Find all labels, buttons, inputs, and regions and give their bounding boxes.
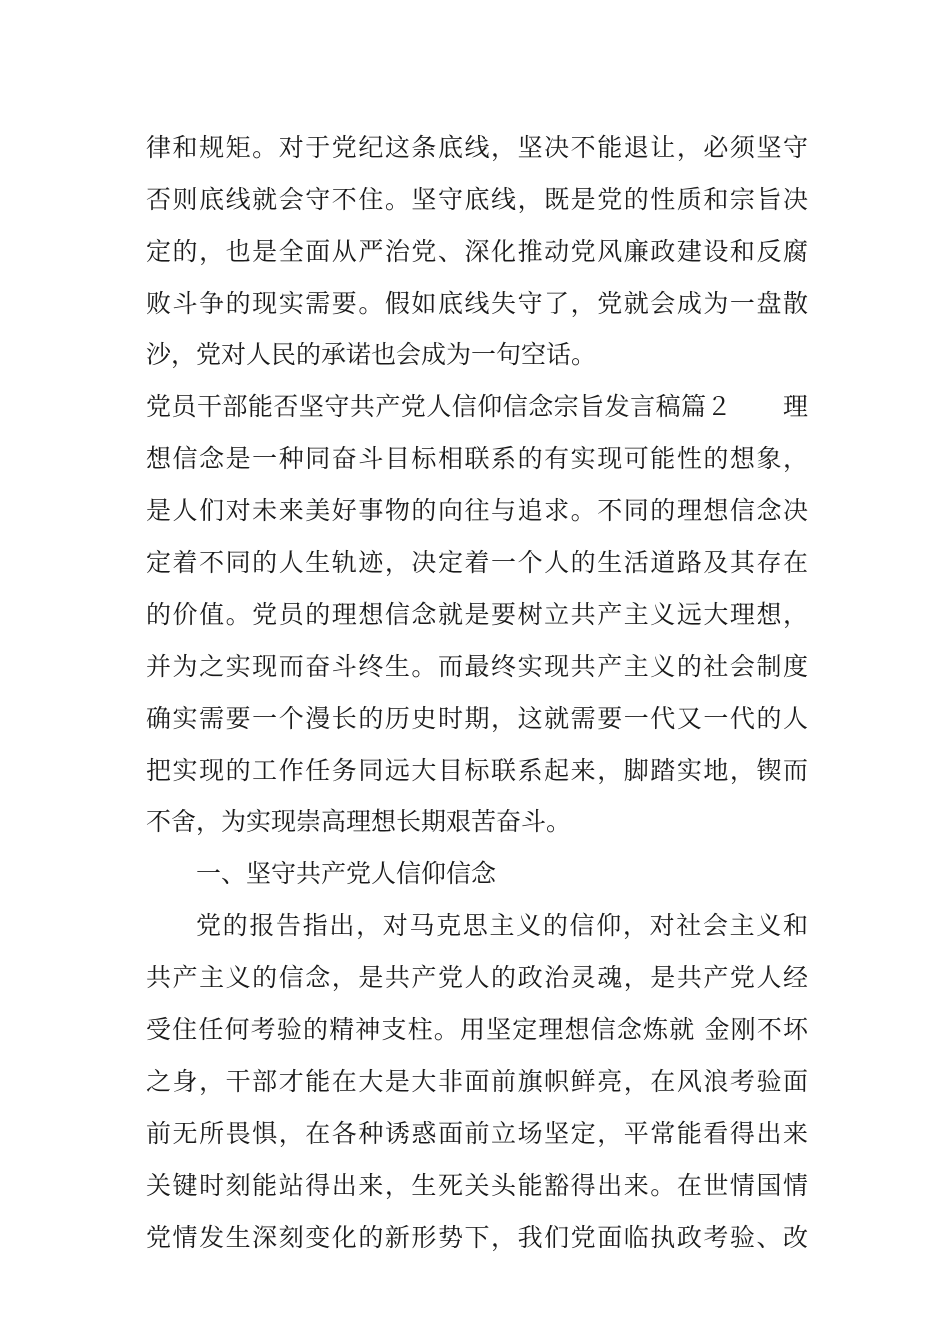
text-line: 关键时刻能站得出来，生死关头能豁得出来。在世情国情 bbox=[146, 1171, 808, 1200]
text-line: 否则底线就会守不住。坚守底线，既是党的性质和宗旨决 bbox=[146, 185, 808, 214]
text-line: 受住任何考验的精神支柱。用坚定理想信念炼就 金刚不坏 bbox=[146, 1015, 808, 1044]
text-line: 定着不同的人生轨迹，决定着一个人的生活道路及其存在 bbox=[146, 548, 808, 577]
text-line: 把实现的工作任务同远大目标联系起来，脚踏实地，锲而 bbox=[146, 756, 808, 785]
text-line: 不舍，为实现崇高理想长期艰苦奋斗。 bbox=[146, 807, 572, 836]
subsection-heading: 一、坚守共产党人信仰信念 bbox=[196, 859, 497, 888]
text-line: 前无所畏惧，在各种诱惑面前立场坚定，平常能看得出来 bbox=[146, 1119, 808, 1148]
text-line: 律和规矩。对于党纪这条底线，坚决不能退让，必须坚守 bbox=[146, 133, 808, 162]
text-line: 定的，也是全面从严治党、深化推动党风廉政建设和反腐 bbox=[146, 237, 808, 266]
text-line: 败斗争的现实需要。假如底线失守了，党就会成为一盘散 bbox=[146, 289, 808, 318]
text-line: 想信念是一种同奋斗目标相联系的有实现可能性的想象， bbox=[146, 444, 808, 473]
text-line: 党的报告指出，对马克思主义的信仰，对社会主义和 bbox=[196, 911, 808, 940]
text-line: 沙，党对人民的承诺也会成为一句空话。 bbox=[146, 340, 597, 369]
text-line: 确实需要一个漫长的历史时期，这就需要一代又一代的人 bbox=[146, 704, 808, 733]
text-line: 是人们对未来美好事物的向往与追求。不同的理想信念决 bbox=[146, 496, 808, 525]
section-title-line: 党员干部能否坚守共产党人信仰信念宗旨发言稿篇２ 理 bbox=[146, 392, 808, 421]
text-line: 并为之实现而奋斗终生。而最终实现共产主义的社会制度 bbox=[146, 652, 808, 681]
text-line: 党情发生深刻变化的新形势下，我们党面临执政考验、改 bbox=[146, 1223, 808, 1252]
text-line: 的价值。党员的理想信念就是要树立共产主义远大理想， bbox=[146, 600, 808, 629]
text-line: 共产主义的信念，是共产党人的政治灵魂，是共产党人经 bbox=[146, 963, 808, 992]
text-line: 之身，干部才能在大是大非面前旗帜鲜亮，在风浪考验面 bbox=[146, 1067, 808, 1096]
